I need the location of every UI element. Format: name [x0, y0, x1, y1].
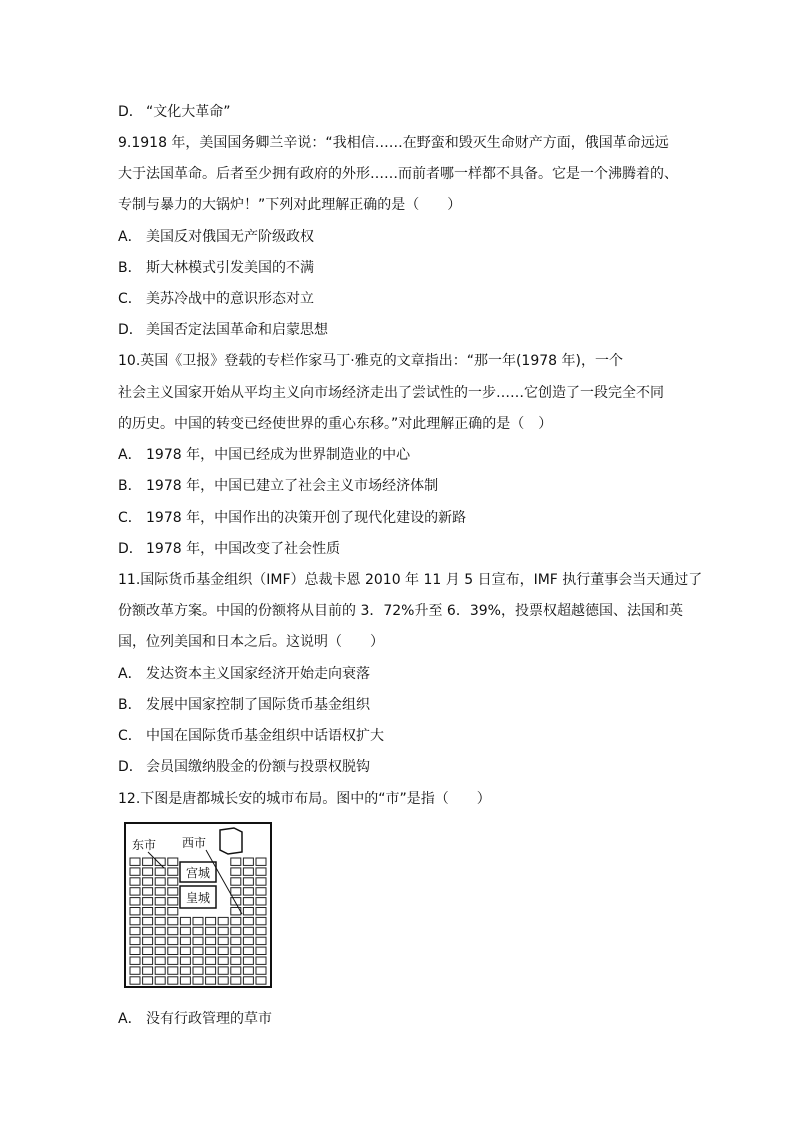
q9-stem-line-2: 大于法国革命。后者至少拥有政府的外形……而前者哪一样都不具备。它是一个沸腾着的、 [118, 166, 678, 182]
option-letter: A． [118, 447, 142, 463]
option-letter: C． [118, 728, 142, 744]
option-letter: D． [118, 322, 143, 338]
option-text: 美苏冷战中的意识形态对立 [146, 291, 314, 307]
option-letter: A． [118, 666, 142, 682]
option-text: 会员国缴纳股金的份额与投票权脱钩 [146, 759, 370, 775]
q12-stem-line-1: 12.下图是唐都城长安的城市布局。图中的“市”是指（ ） [118, 791, 491, 807]
west-market-label: 西市 [181, 836, 207, 850]
option-letter: B． [118, 697, 142, 713]
option-text: 发达资本主义国家经济开始走向衰落 [146, 666, 370, 682]
q11-option-b [118, 695, 370, 715]
q9-stem-line-1: 9.1918 年，美国国务卿兰辛说：“我相信……在野蛮和毁灭生命财产方面，俄国革命远远 [118, 135, 669, 151]
option-text: 1978 年，中国改变了社会性质 [146, 541, 341, 557]
q9-option-a [118, 227, 314, 247]
option-text: 发展中国家控制了国际货币基金组织 [146, 697, 370, 713]
imperial-city-label: 皇城 [185, 891, 211, 905]
q10-option-b [118, 476, 438, 496]
q9-option-d [118, 320, 328, 340]
option-letter: A． [118, 1011, 142, 1027]
option-text: 没有行政管理的草市 [146, 1011, 272, 1027]
q10-option-c [118, 508, 466, 528]
option-letter: D． [118, 541, 143, 557]
q10-option-d [118, 539, 340, 559]
option-text: “文化大革命” [146, 104, 231, 120]
q9-stem-line-3: 专制与暴力的大锅炉！”下列对此理解正确的是（ ） [118, 197, 462, 213]
option-letter: C． [118, 291, 142, 307]
option-text: 1978 年，中国已建立了社会主义市场经济体制 [146, 478, 439, 494]
q11-stem-line-2: 份额改革方案。中国的份额将从目前的 3．72%升至 6．39%，投票权超越德国、法国和英 [118, 603, 683, 619]
option-text: 美国否定法国革命和启蒙思想 [146, 322, 328, 338]
palace-city-label: 宫城 [185, 866, 211, 880]
option-letter: B． [118, 478, 142, 494]
changan-city-map [124, 822, 272, 988]
q11-option-c [118, 726, 384, 746]
option-letter: C． [118, 510, 142, 526]
q10-stem-line-2: 社会主义国家开始从平均主义向市场经济走出了尝试性的一步……它创造了一段完全不同 [118, 385, 664, 401]
option-letter: B． [118, 260, 142, 276]
q12-option-a [118, 1009, 272, 1029]
east-market-label: 东市 [131, 838, 157, 852]
q11-option-a [118, 664, 370, 684]
q8-option-d [118, 102, 231, 122]
daming-palace [220, 828, 242, 854]
option-text: 美国反对俄国无产阶级政权 [146, 229, 314, 245]
option-text: 中国在国际货币基金组织中话语权扩大 [146, 728, 384, 744]
q11-stem-line-3: 国，位列美国和日本之后。这说明（ ） [118, 634, 384, 650]
q11-stem-line-1: 11.国际货币基金组织（IMF）总裁卡恩 2010 年 11 月 5 日宣布，IMF 执行董事会当天通过了 [118, 572, 703, 588]
option-text: 1978 年，中国已经成为世界制造业的中心 [146, 447, 411, 463]
option-text: 斯大林模式引发美国的不满 [146, 260, 314, 276]
q10-stem-line-1: 10.英国《卫报》登载的专栏作家马丁·雅克的文章指出：“那一年(1978 年)，一个 [118, 353, 623, 369]
option-letter: A． [118, 229, 142, 245]
q10-stem-line-3: 的历史。中国的转变已经使世界的重心东移。”对此理解正确的是（ ） [118, 416, 553, 432]
q10-option-a [118, 445, 410, 465]
q9-option-b [118, 258, 314, 278]
option-letter: D． [118, 759, 143, 775]
option-text: 1978 年，中国作出的决策开创了现代化建设的新路 [146, 510, 467, 526]
option-letter: D． [118, 104, 143, 120]
q9-option-c [118, 289, 314, 309]
q11-option-d [118, 757, 370, 777]
